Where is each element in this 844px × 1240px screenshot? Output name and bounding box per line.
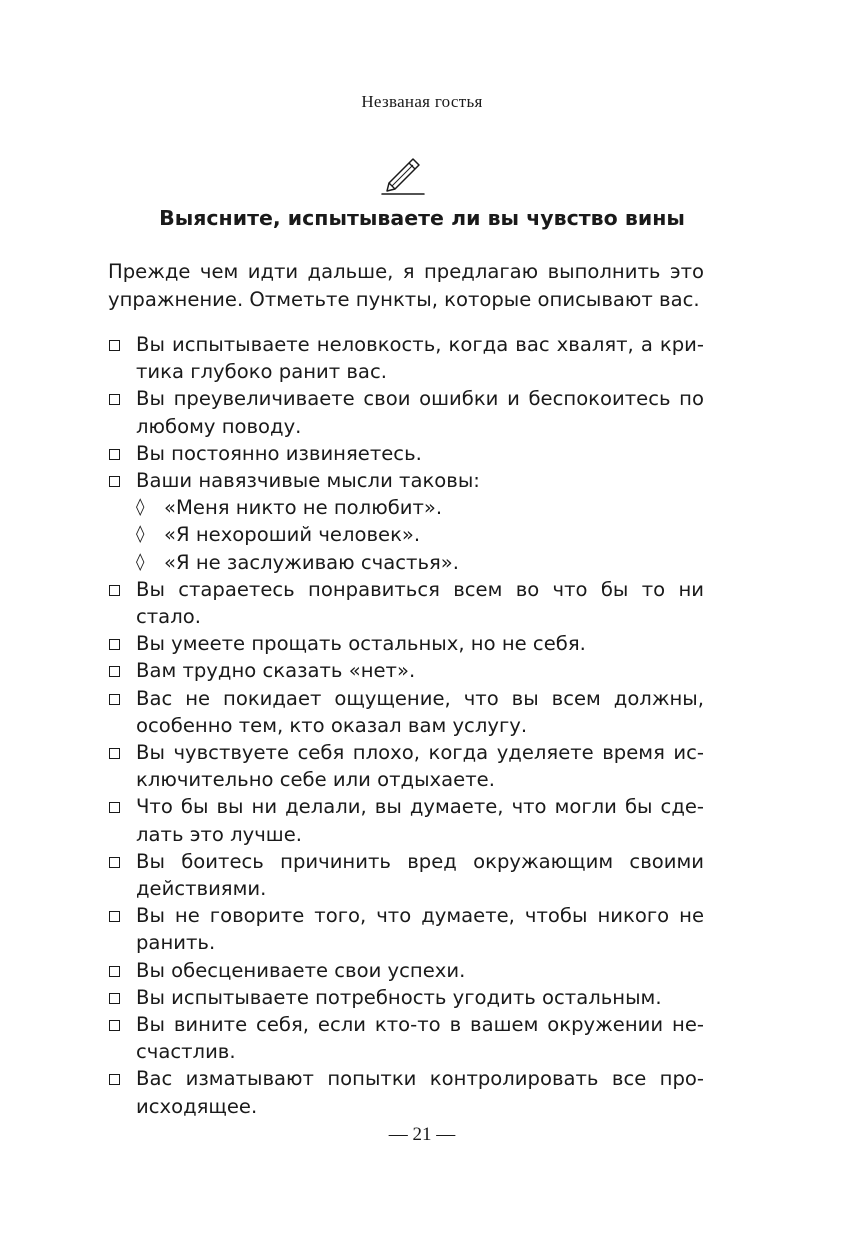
sublist-item-text: «Я не заслуживаю счастья».	[164, 550, 459, 574]
sublist-item	[136, 521, 704, 548]
checkbox-icon[interactable]	[109, 394, 120, 405]
checklist-item-text: Что бы вы ни делали, вы думаете, что могли бы сделать это лучше.	[136, 795, 704, 846]
checkbox-icon[interactable]	[109, 449, 120, 460]
checkbox-icon[interactable]	[109, 1020, 120, 1031]
checklist-item	[108, 739, 704, 793]
checklist-item	[108, 331, 704, 385]
diamond-bullet-icon: ◊	[136, 524, 145, 545]
checkbox-icon[interactable]	[109, 694, 120, 705]
checklist-item	[108, 984, 704, 1011]
checkbox-icon[interactable]	[109, 857, 120, 868]
checklist-item-text: Вас не покидает ощущение, что вы всем должны, особенно тем, кто оказал вам услугу.	[136, 686, 704, 737]
checklist-item-text: Вас изматывают попытки контролировать все происходящее.	[136, 1067, 704, 1118]
checkbox-icon[interactable]	[109, 966, 120, 977]
intro-paragraph: Прежде чем идти дальше, я предлагаю выполнить это упражнение. Отметьте пункты, которые описывают вас.	[108, 260, 704, 311]
checkbox-icon[interactable]	[109, 1074, 120, 1085]
checklist-item-text: Вы испытываете потребность угодить остальным.	[136, 985, 662, 1009]
checklist-item	[108, 793, 704, 847]
checklist-item-text: Вы преувеличиваете свои ошибки и беспокоитесь по любому поводу.	[136, 387, 704, 438]
checkbox-icon[interactable]	[109, 993, 120, 1004]
running-title: Незваная гостья	[361, 92, 483, 111]
checklist-item	[108, 685, 704, 739]
sublist-item	[136, 494, 704, 521]
checklist-item-text: Вам трудно сказать «нет».	[136, 659, 416, 683]
checkbox-icon[interactable]	[109, 585, 120, 596]
pencil-icon	[380, 156, 426, 198]
page-number: — 21 —	[388, 1124, 456, 1145]
checklist-item	[108, 440, 704, 467]
checklist-item-text: Вы умеете прощать остальных, но не себя.	[136, 632, 586, 656]
checklist-item	[108, 385, 704, 439]
checkbox-icon[interactable]	[109, 340, 120, 351]
sublist	[136, 494, 704, 576]
sublist-item-text: «Меня никто не полюбит».	[164, 496, 443, 520]
checklist-item-text: Вы испытываете неловкость, когда вас хвалят, а критика глубоко ранит вас.	[136, 333, 704, 384]
checklist-item	[108, 902, 704, 956]
checkbox-icon[interactable]	[109, 802, 120, 813]
section-title: Выясните, испытываете ли вы чувство вины	[159, 206, 685, 230]
checklist-item-text: Вы боитесь причинить вред окружающим своими действиями.	[136, 849, 704, 901]
checklist-item	[108, 1065, 704, 1119]
checklist-item-text: Вы стараетесь понравиться всем во что бы то ни стало.	[136, 577, 704, 629]
diamond-bullet-icon: ◊	[136, 497, 145, 518]
checklist-item-text: Вы обесцениваете свои успехи.	[136, 958, 466, 982]
checklist-item	[108, 957, 704, 984]
checklist-item-text: Вы чувствуете себя плохо, когда уделяете время исключительно себе или отдыхаете.	[136, 741, 704, 792]
checkbox-icon[interactable]	[109, 748, 120, 759]
sublist-item	[136, 549, 704, 576]
checkbox-icon[interactable]	[109, 639, 120, 650]
checklist-item-text: Ваши навязчивые мысли таковы:	[136, 469, 480, 493]
sublist-item-text: «Я нехороший человек».	[164, 523, 421, 547]
checklist-item	[108, 848, 704, 902]
checklist-item	[108, 467, 704, 576]
checkbox-icon[interactable]	[109, 911, 120, 922]
checkbox-icon[interactable]	[109, 476, 120, 487]
checklist	[108, 331, 704, 1120]
checklist-item	[108, 657, 704, 684]
checklist-item-text: Вы не говорите того, что думаете, чтобы никого не ранить.	[136, 904, 704, 955]
checklist-item	[108, 1011, 704, 1065]
checklist-item	[108, 630, 704, 657]
checkbox-icon[interactable]	[109, 666, 120, 677]
checklist-item-text: Вы постоянно извиняетесь.	[136, 441, 422, 465]
diamond-bullet-icon: ◊	[136, 551, 145, 572]
checklist-item	[108, 576, 704, 630]
checklist-item-text: Вы вините себя, если кто-то в вашем окружении несчастлив.	[136, 1013, 704, 1064]
